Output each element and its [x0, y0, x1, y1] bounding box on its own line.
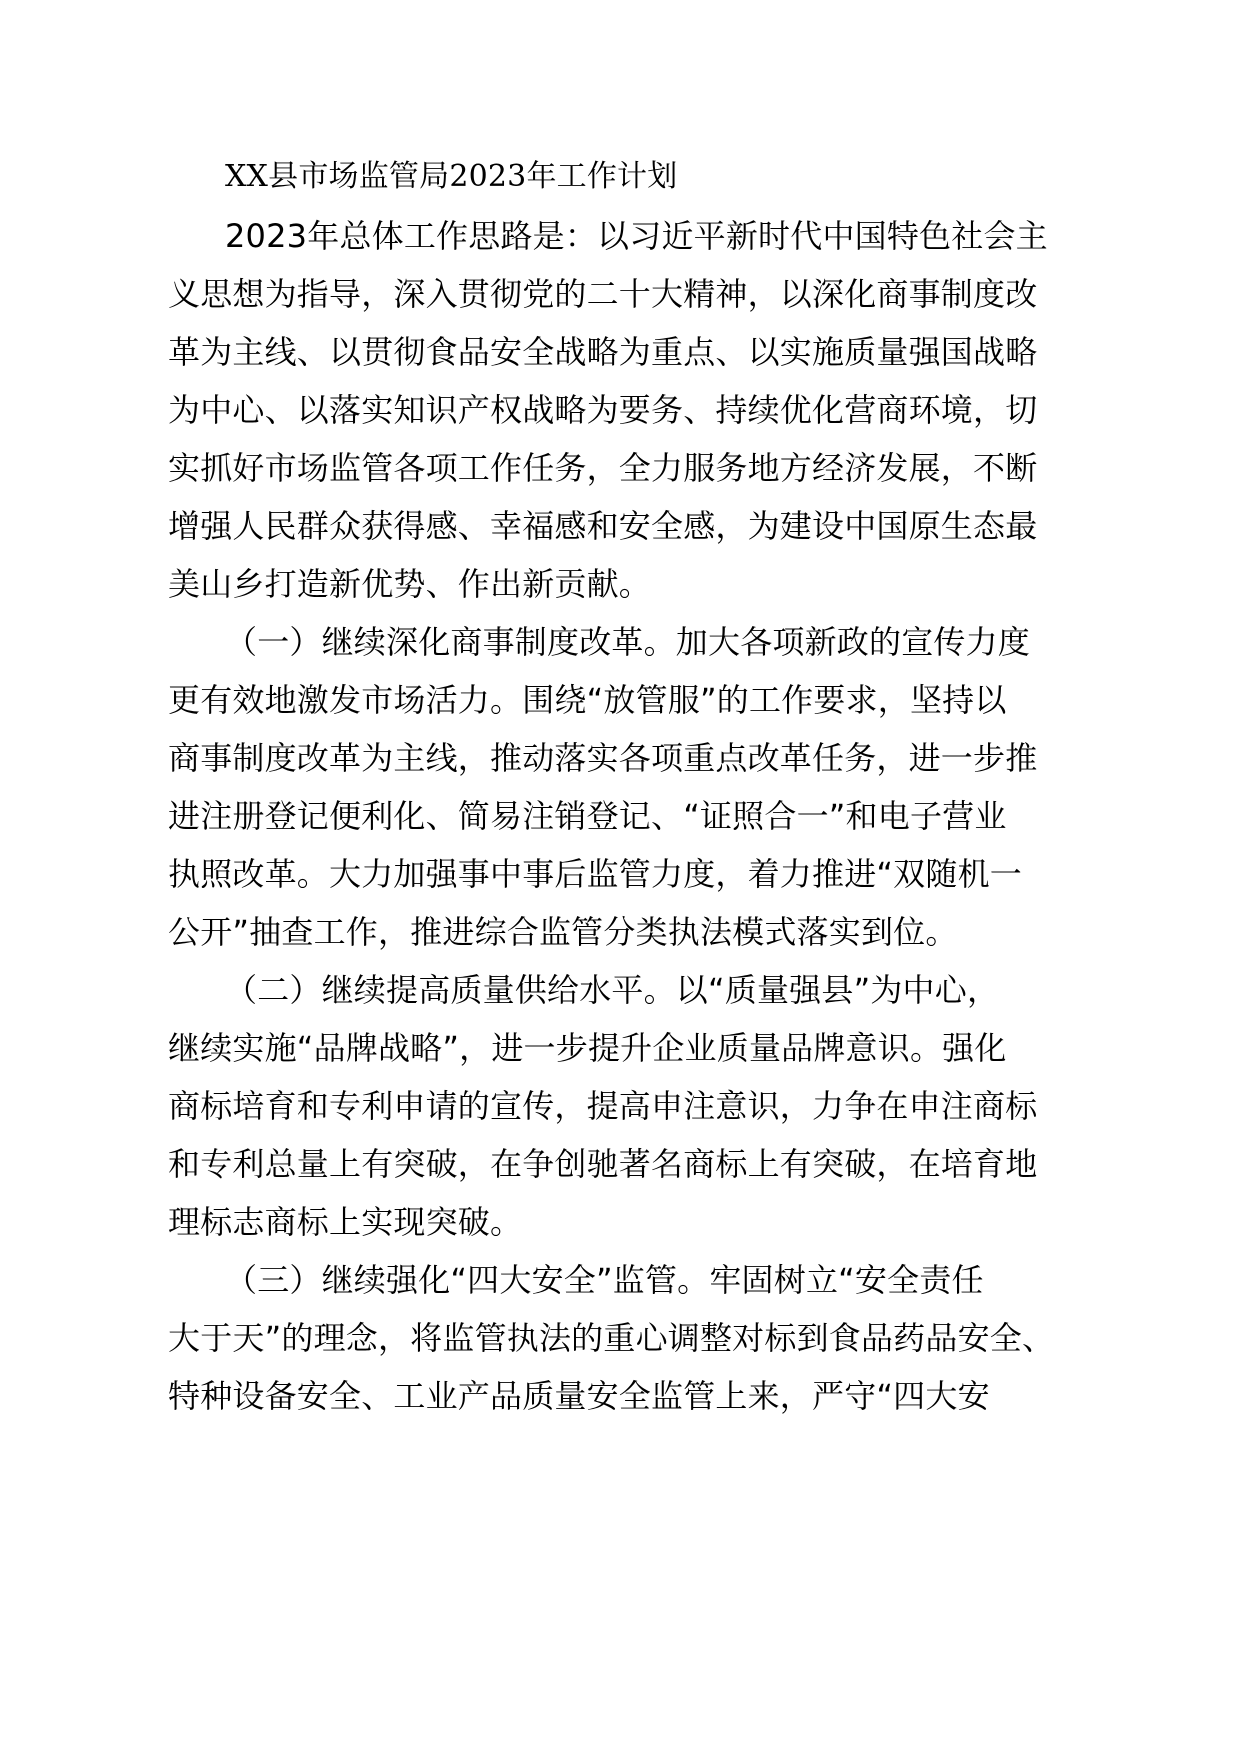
paragraph-line: 理标志商标上实现突破。 — [168, 1203, 523, 1241]
paragraph-line: 为中心、以落实知识产权战略为要务、持续优化营商环境，切 — [168, 391, 1038, 429]
paragraph-line: 商标培育和专利申请的宣传，提高申注意识，力争在申注商标 — [168, 1087, 1038, 1125]
paragraph-line: 特种设备安全、工业产品质量安全监管上来，严守“四大安 — [168, 1377, 990, 1415]
paragraph-line: （三）继续强化“四大安全”监管。牢固树立“安全责任 — [225, 1261, 984, 1299]
paragraph-line: 和专利总量上有突破，在争创驰著名商标上有突破，在培育地 — [168, 1145, 1038, 1183]
paragraph-line: 公开”抽查工作，推进综合监管分类执法模式落实到位。 — [168, 913, 958, 951]
paragraph-line: （二）继续提高质量供给水平。以“质量强县”为中心， — [225, 971, 1000, 1009]
paragraph-line: 大于天”的理念，将监管执法的重心调整对标到食品药品安全、 — [168, 1319, 1055, 1357]
document-title: XX县市场监管局2023年工作计划 — [225, 159, 678, 194]
paragraph-line: 义思想为指导，深入贯彻党的二十大精神，以深化商事制度改 — [168, 275, 1038, 313]
paragraph-line: 进注册登记便利化、简易注销登记、“证照合一”和电子营业 — [168, 797, 1007, 835]
paragraph-line: 2023年总体工作思路是：以习近平新时代中国特色社会主 — [225, 217, 1048, 255]
paragraph-line: 美山乡打造新优势、作出新贡献。 — [168, 565, 652, 603]
paragraph-line: （一）继续深化商事制度改革。加大各项新政的宣传力度 — [225, 623, 1031, 661]
paragraph-line: 继续实施“品牌战略”，进一步提升企业质量品牌意识。强化 — [168, 1029, 1007, 1067]
paragraph-line: 增强人民群众获得感、幸福感和安全感，为建设中国原生态最 — [168, 507, 1038, 545]
paragraph-line: 执照改革。大力加强事中事后监管力度，着力推进“双随机一 — [168, 855, 1022, 893]
paragraph-line: 革为主线、以贯彻食品安全战略为重点、以实施质量强国战略 — [168, 333, 1038, 371]
paragraph-line: 更有效地激发市场活力。围绕“放管服”的工作要求，坚持以 — [168, 681, 1007, 719]
paragraph-line: 商事制度改革为主线，推动落实各项重点改革任务，进一步推 — [168, 739, 1038, 777]
paragraph-line: 实抓好市场监管各项工作任务，全力服务地方经济发展，不断 — [168, 449, 1038, 487]
